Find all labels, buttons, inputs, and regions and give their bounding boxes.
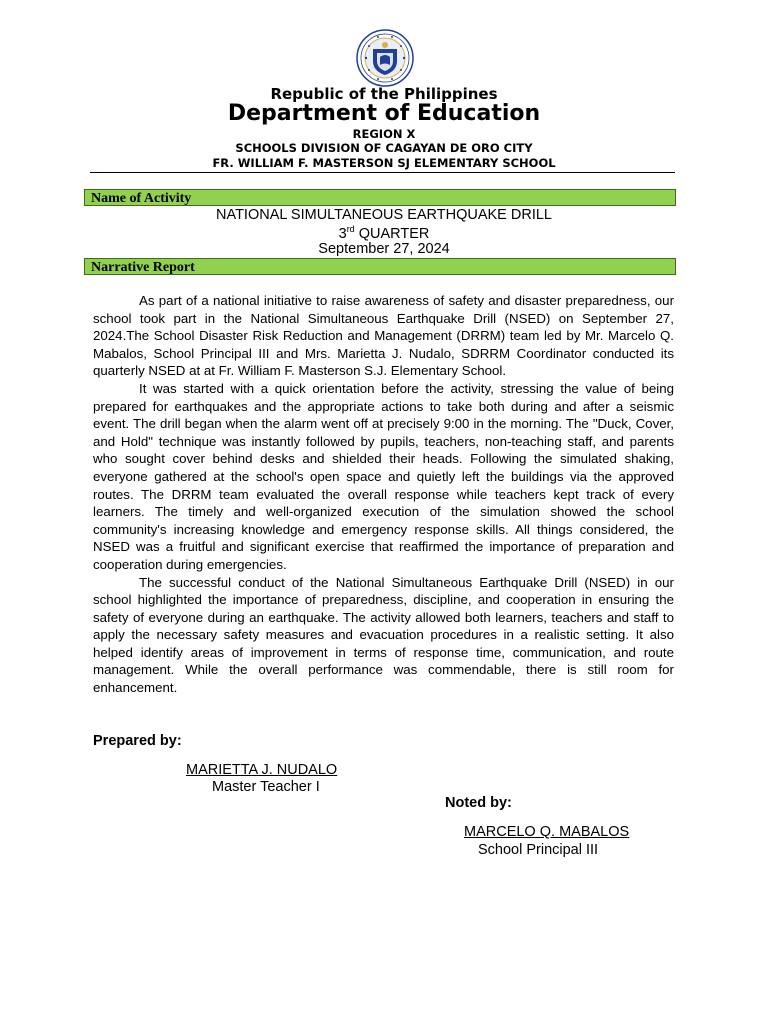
narrative-paragraph: As part of a national initiative to raise awareness of safety and disaster preparedness, our school took part in the National Simultaneous Earthquake Drill (NSED) on September 27, 2024.The School Disaster Risk Reduction and Management (DRRM) team led by Mr. Marcelo Q. Mabalos, School Principal III and Mrs. Marietta J. Nudalo, SDRRM Coordinator conducted its quarterly NSED at at Fr. William F. Masterson S.J. Elementary School. (93, 293, 674, 379)
republic-heading: Republic of the Philippines (270, 85, 498, 103)
noter-name: MARCELO Q. MABALOS (464, 824, 630, 840)
department-heading: Department of Education (227, 101, 541, 126)
activity-section-label: Name of Activity (84, 189, 676, 206)
preparer-name: MARIETTA J. NUDALO (186, 762, 338, 778)
preparer-title: Master Teacher I (212, 779, 320, 795)
noter-title: School Principal III (478, 842, 599, 858)
activity-name: NATIONAL SIMULTANEOUS EARTHQUAKE DRILL (216, 207, 552, 223)
narrative-paragraph: The successful conduct of the National Simultaneous Earthquake Drill (NSED) in our school highlighted the importance of preparedness, discipline, and cooperation in ensuring the safety of everyone during an earthquake. The activity allowed both learners, teachers and staff to apply the necessary safety measures and evacuation procedures in a realistic setting. It also helped identify areas of improvement in terms of response time, communication, and route management. While the overall performance was commendable, there is still room for enhancement. (93, 574, 674, 696)
narrative-section-label: Narrative Report (84, 258, 676, 275)
region-heading: REGION X (352, 127, 416, 141)
quarter-word: QUARTER (354, 225, 430, 242)
activity-quarter (0, 224, 768, 242)
narrative-body (93, 292, 674, 697)
deped-seal-icon (356, 29, 414, 87)
noted-by-label: Noted by: (445, 795, 512, 811)
division-heading: SCHOOLS DIVISION OF CAGAYAN DE ORO CITY (235, 141, 533, 155)
quarter-suffix: rd (346, 224, 355, 234)
quarter-number: 3 (338, 225, 347, 242)
header-divider (90, 172, 675, 173)
narrative-paragraph: It was started with a quick orientation before the activity, stressing the value of being prepared for earthquakes and the appropriate actions to take both during and after a seismic event. The drill began when the alarm went off at precisely 9:00 in the morning. The "Duck, Cover, and Hold" technique was instantly followed by pupils, teachers, non-teaching staff, and parents who sought cover behind desks and shielded their heads. Following the simulated shaking, everyone gathered at the school's open space and quietly left the buildings via the approved routes. The DRRM team evaluated the overall response while teachers kept track of every learners. The timely and well-organized execution of the simulation showed the school community's increasing knowledge and emergency response skills. All things considered, the NSED was a fruitful and significant exercise that reaffirmed the importance of preparation and cooperation during emergencies. (93, 380, 674, 572)
school-heading: FR. WILLIAM F. MASTERSON SJ ELEMENTARY SCHOOL (212, 156, 556, 170)
activity-date: September 27, 2024 (318, 241, 450, 257)
prepared-by-label: Prepared by: (93, 733, 182, 749)
